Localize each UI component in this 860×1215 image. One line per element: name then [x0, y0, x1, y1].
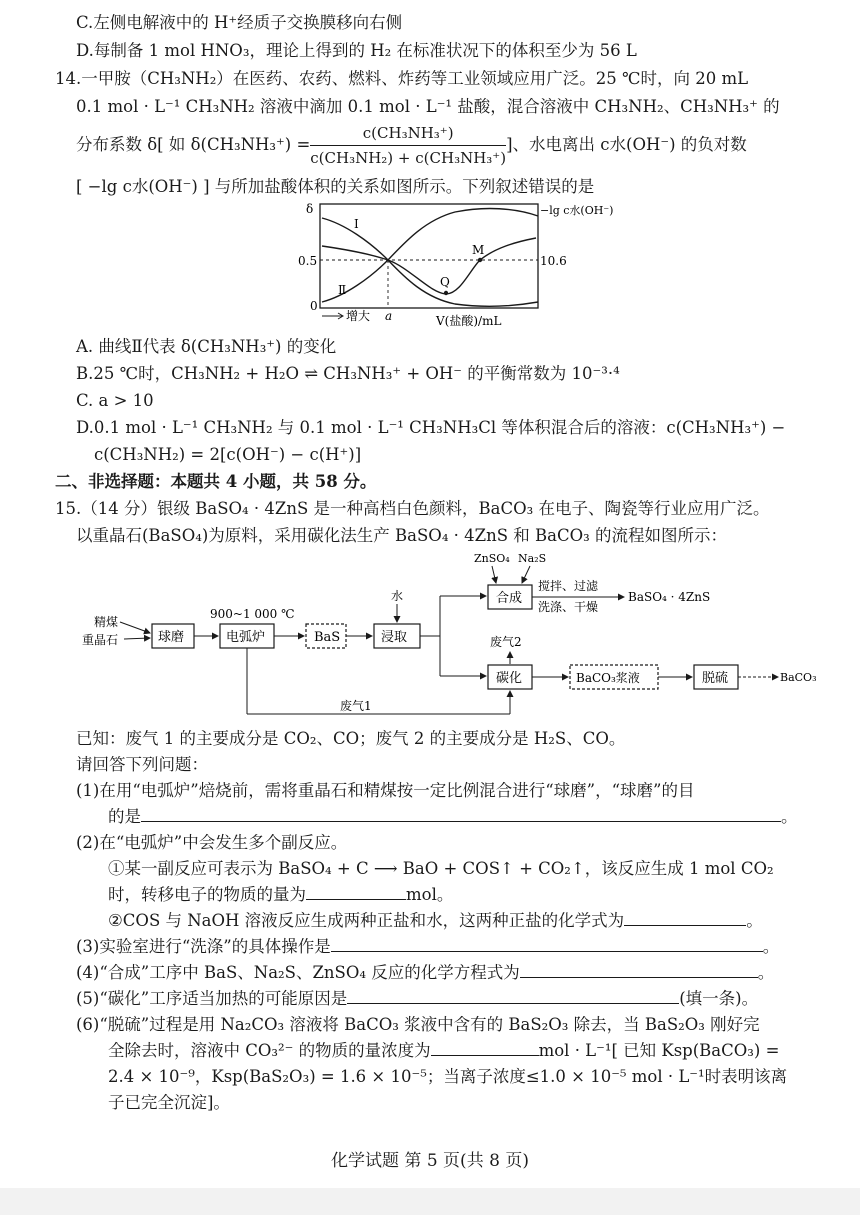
- hecheng-label: 合成: [496, 591, 523, 606]
- answer-blank-5[interactable]: [347, 989, 679, 1004]
- q14-line3-suffix: ]、水电离出 c水(OH⁻) 的负对数: [506, 135, 747, 154]
- step2-label: 洗涤、干燥: [538, 600, 599, 614]
- answer-blank-2-1[interactable]: [306, 885, 406, 900]
- part2-sub1-prefix: 时，转移电子的物质的量为: [108, 885, 306, 904]
- tuoliu-label: 脱硫: [702, 671, 729, 686]
- part6-prefix: 全除去时，溶液中 CO₃²⁻ 的物质的量浓度为: [108, 1041, 431, 1060]
- feiqi2-label: 废气2: [490, 635, 522, 649]
- q15-stem-line2: 以重晶石(BaSO₄)为原料，采用碳化法生产 BaSO₄ · 4ZnS 和 BaCO₃ 的流程如图所示：: [76, 526, 728, 545]
- titration-graph: [290, 198, 614, 330]
- x-axis-label: V(盐酸)/mL: [436, 314, 502, 328]
- section-heading: 二、非选择题：本题共 4 小题，共 58 分。: [55, 472, 377, 491]
- part6-line2: [108, 1040, 779, 1062]
- bas-label: BaS: [314, 630, 341, 645]
- part6-suffix: mol · L⁻¹[ 已知 Ksp(BaCO₃) =: [538, 1041, 780, 1060]
- water-label: 水: [391, 589, 404, 603]
- na2s-label: Na₂S: [518, 552, 547, 565]
- water-curve: [322, 238, 536, 294]
- bottom-strip: [0, 1188, 860, 1215]
- answer-blank-3[interactable]: [331, 937, 763, 952]
- jinqu-label: 浸取: [381, 630, 408, 645]
- baco3-slurry-label: BaCO₃浆液: [576, 671, 640, 685]
- distribution-fraction: [310, 122, 506, 169]
- tick-0: 0: [310, 299, 318, 313]
- part3-text: (3)实验室进行“洗涤”的具体操作是: [76, 937, 331, 956]
- q13-option-c: C.左侧电解液中的 H⁺经质子交换膜移向右侧: [76, 13, 403, 32]
- y-left-label: δ: [306, 202, 314, 216]
- curve-i-label: I: [354, 217, 359, 231]
- curve-ii: [322, 218, 538, 306]
- point-m: [478, 258, 482, 262]
- part6-line1: (6)“脱硫”过程是用 Na₂CO₃ 溶液将 BaCO₃ 浆液中含有的 BaS₂O₃ 除去，当 BaS₂O₃ 刚好完: [76, 1015, 760, 1034]
- part2-sub1-line1: ①某一副反应可表示为 BaSO₄ + C ⟶ BaO + COS↑ + CO₂↑，该反应生成 1 mol CO₂: [108, 859, 774, 878]
- q13-option-d: D.每制备 1 mol HNO₃，理论上得到的 H₂ 在标准状况下的体积至少为 56 L: [76, 41, 637, 60]
- part2-sub1-line2: [108, 884, 453, 906]
- part5-text: (5)“碳化”工序适当加热的可能原因是: [76, 989, 348, 1008]
- curve-ii-label: Ⅱ: [338, 283, 347, 297]
- q14-option-d-line1: D.0.1 mol · L⁻¹ CH₃NH₂ 与 0.1 mol · L⁻¹ CH₃NH₃Cl 等体积混合后的溶液：c(CH₃NH₃⁺) −: [76, 418, 786, 437]
- part5: [76, 988, 758, 1010]
- answer-blank-6[interactable]: [431, 1041, 539, 1056]
- q14-option-b: B.25 ℃时，CH₃NH₂ + H₂O ⇌ CH₃NH₃⁺ + OH⁻ 的平衡常数为 10⁻³·⁴: [76, 364, 620, 383]
- fraction-denominator: c(CH₃NH₂) + c(CH₃NH₃⁺): [310, 148, 507, 167]
- part2-intro: (2)在“电弧炉”中会发生多个副反应。: [76, 833, 348, 852]
- product2-label: BaCO₃: [780, 671, 817, 684]
- part3-period: 。: [762, 937, 780, 956]
- step1-label: 搅拌、过滤: [538, 579, 599, 593]
- tick-10-6: 10.6: [540, 254, 567, 268]
- part6-line4: 子已完全沉淀]。: [108, 1093, 230, 1112]
- q14-stem-line2: 0.1 mol · L⁻¹ CH₃NH₂ 溶液中滴加 0.1 mol · L⁻¹ 盐酸，混合溶液中 CH₃NH₂、CH₃NH₃⁺ 的: [76, 97, 780, 116]
- graph-frame: [320, 204, 538, 308]
- answer-blank-2-2[interactable]: [624, 911, 746, 926]
- increase-label: 增大: [346, 309, 371, 323]
- known-info: 已知：废气 1 的主要成分是 CO₂、CO；废气 2 的主要成分是 H₂S、CO。: [76, 729, 626, 748]
- part3: [76, 936, 779, 958]
- part5-suffix: (填一条)。: [679, 989, 759, 1008]
- part4: [76, 962, 774, 984]
- process-flowchart: [78, 548, 820, 718]
- tick-0-5: 0.5: [298, 254, 318, 268]
- q14-option-d-line2: c(CH₃NH₂) = 2[c(OH⁻) − c(H⁺)]: [94, 445, 362, 464]
- part6-line3: 2.4 × 10⁻⁹，Ksp(BaS₂O₃) = 1.6 × 10⁻⁵；当离子浓度≤1.0 × 10⁻⁵ mol · L⁻¹时表明该离: [108, 1067, 788, 1086]
- fraction-numerator: c(CH₃NH₃⁺): [310, 122, 506, 146]
- answer-blank-1[interactable]: [141, 807, 781, 822]
- tanhua-label: 碳化: [496, 671, 523, 686]
- q14-option-c: C. a > 10: [76, 391, 154, 410]
- y-right-label: −lg c水(OH⁻): [540, 204, 614, 217]
- answer-blank-4[interactable]: [520, 963, 758, 978]
- product1-label: BaSO₄ · 4ZnS: [628, 590, 711, 604]
- input-jingmei: 精煤: [94, 615, 119, 629]
- part1-line1: (1)在用“电弧炉”焙烧前，需将重晶石和精煤按一定比例混合进行“球磨”，“球磨”的目: [76, 781, 695, 800]
- q14-stem-line4: [ −lg c水(OH⁻) ] 与所加盐酸体积的关系如图所示。下列叙述错误的是: [76, 177, 595, 196]
- part2-sub2: [108, 910, 763, 932]
- q14-stem-line1: 14.一甲胺（CH₃NH₂）在医药、农药、燃料、炸药等工业领域应用广泛。25 ℃时，向 20 mL: [55, 69, 749, 88]
- part2-sub2-period: 。: [746, 911, 763, 930]
- answer-prompt: 请回答下列问题：: [76, 755, 208, 774]
- m-label: M: [472, 243, 485, 257]
- q14-stem-line3: [76, 124, 747, 166]
- q15-stem-line1: 15.（14 分）银级 BaSO₄ · 4ZnS 是一种高档白色颜料，BaCO₃ 在电子、陶瓷等行业应用广泛。: [55, 499, 770, 518]
- dianhulu-label: 电弧炉: [226, 630, 266, 645]
- feiqi1-label: 废气1: [340, 699, 372, 713]
- input-zhongjingshi: 重晶石: [82, 633, 119, 647]
- q14-option-a: A. 曲线Ⅱ代表 δ(CH₃NH₃⁺) 的变化: [76, 337, 337, 356]
- page-footer: 化学试题 第 5 页(共 8 页): [331, 1151, 529, 1171]
- part1-line2: [108, 806, 798, 828]
- part4-text: (4)“合成”工序中 BaS、Na₂S、ZnSO₄ 反应的化学方程式为: [76, 963, 520, 982]
- temp-label: 900~1 000 ℃: [210, 607, 295, 621]
- part2-sub1-suffix: mol。: [406, 885, 454, 904]
- part4-period: 。: [757, 963, 775, 982]
- znso4-label: ZnSO₄: [474, 552, 510, 565]
- part2-sub2-text: ②COS 与 NaOH 溶液反应生成两种正盐和水，这两种正盐的化学式为: [108, 911, 625, 930]
- part1-prefix: 的是: [108, 807, 141, 826]
- q14-line3-prefix: 分布系数 δ[ 如 δ(CH₃NH₃⁺) =: [76, 135, 311, 154]
- point-q: [444, 291, 448, 295]
- qiumo-label: 球磨: [158, 630, 185, 645]
- q-label: Q: [440, 275, 450, 289]
- part1-period: 。: [781, 807, 798, 826]
- a-label: a: [385, 309, 393, 323]
